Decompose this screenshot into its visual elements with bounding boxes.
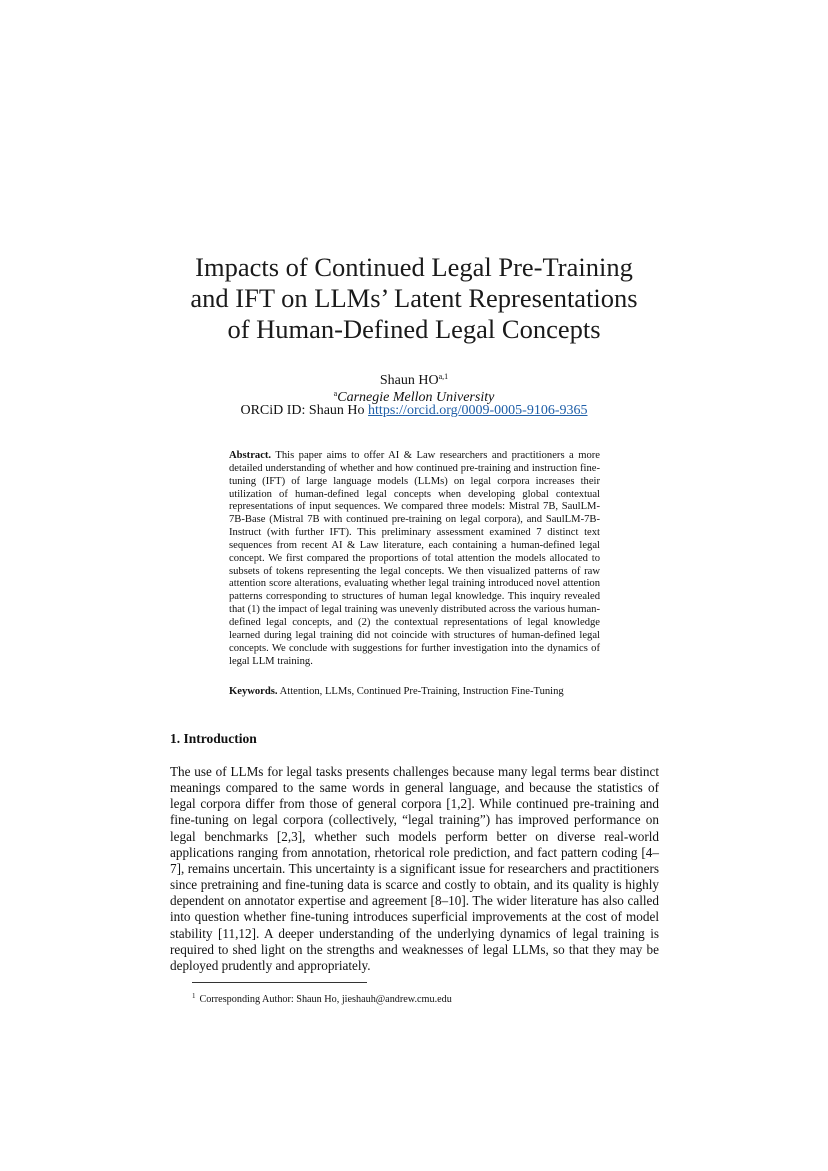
abstract-text: This paper aims to offer AI & Law researchers and practitioners a more detailed understanding of whether and how continued pre-training and instruction fine-tuning (IFT) of large language models (LLMs) on legal corpora increases their utilization of human-defined legal concepts when developing global contextual representations of input sequences. We compared three models: Mistral 7B, SaulLM-7B-Base (Mistral 7B with continued pre-training on legal corpora), and SaulLM-7B-Instruct (with further IFT). This preliminary assessment examined 7 distinct text sequences from recent AI & Law literature, each containing a human-defined legal concept. We first compared the proportions of total attention the models allocated to subsets of tokens representing the legal concepts. We then visualized patterns of raw attention score alterations, evaluating whether legal training introduced novel attention patterns corresponding to structures of human legal knowledge. This inquiry revealed that (1) the impact of legal training was unevenly distributed across the various human-defined legal concepts, and (2) the contextual representations of legal knowledge learned during legal training did not coincide with structures of human-defined legal concepts. We conclude with suggestions for further investigation into the dynamics of legal LLM training. <box>229 450 600 667</box>
abstract-block <box>229 450 600 668</box>
abstract-label: Abstract. <box>229 450 272 461</box>
affiliation-name: Carnegie Mellon University <box>337 390 495 405</box>
section-heading: 1. Introduction <box>170 731 257 746</box>
author-name: Shaun HO <box>379 373 439 388</box>
footnote-divider <box>192 982 367 983</box>
keywords-line <box>229 685 600 698</box>
keywords-text: Attention, LLMs, Continued Pre-Training, Instruction Fine-Tuning <box>279 686 564 697</box>
title-line-2: and IFT on LLMs’ Latent Representations <box>190 283 638 313</box>
keywords-label: Keywords. <box>229 686 278 697</box>
footnote-text: Corresponding Author: Shaun Ho, jieshauh@andrew.cmu.edu <box>199 994 452 1005</box>
orcid-label: ORCiD ID: Shaun Ho <box>240 403 365 418</box>
title-line-1: Impacts of Continued Legal Pre-Training <box>195 252 633 282</box>
author-superscript: a,1 <box>438 372 449 381</box>
paper-title <box>100 252 728 345</box>
introduction-paragraph: The use of LLMs for legal tasks presents challenges because many legal terms bear distinct meanings compared to the same words in general language, and because the statistics of legal corpora differ from those of general corpora [1,2]. While continued pre-training and fine-tuning on legal corpora (collectively, “legal training”) has improved performance on legal benchmarks [2,3], whether such models perform better on diverse real-world applications ranging from annotation, rhetorical role prediction, and fact pattern coding [4–7], remains uncertain. This uncertainty is a significant issue for researchers and practitioners since pretraining and fine-tuning data is scarce and costly to obtain, and its quality is highly dependent on annotator expertise and agreement [8–10]. The wider literature has also called into question whether fine-tuning introduces superficial improvements at the cost of model stability [11,12]. A deeper understanding of the underlying dynamics of legal training is required to shed light on the strengths and weaknesses of legal LLMs, so that they may be deployed prudently and appropriately. <box>170 764 659 973</box>
footnote <box>192 990 452 1006</box>
footnote-marker: 1 <box>192 992 196 1000</box>
affiliation-superscript: a <box>333 389 338 398</box>
orcid-line <box>0 402 828 420</box>
orcid-link[interactable]: https://orcid.org/0009-0005-9106-9365 <box>368 403 588 418</box>
title-line-3: of Human-Defined Legal Concepts <box>227 314 601 344</box>
